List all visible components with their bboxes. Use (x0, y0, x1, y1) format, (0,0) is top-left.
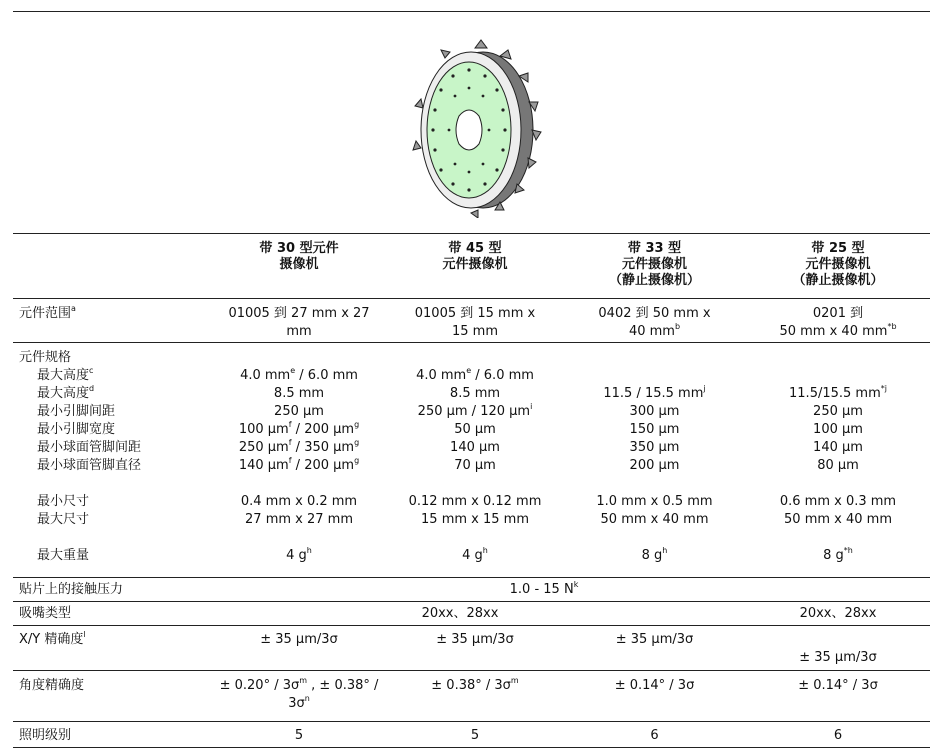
row-label: 元件范围$^a$ (13, 299, 211, 343)
cell: 0402 到 50 mm x 40 $mm^b$ (563, 299, 746, 343)
cell: 11.5 / 15.5 $mm^j$ 300 µm 150 µm 350 µm 200 µm 1.0 mm x 0.5 mm 50 mm x 40 mm 8 $g^h$ (563, 343, 746, 578)
table-row-xy-accuracy (13, 626, 930, 671)
spec-table (13, 233, 930, 748)
row-label: X/Y 精确度$^l$ (13, 626, 211, 671)
placement-head-illustration (405, 38, 545, 218)
header-row (13, 234, 930, 299)
cell: 0201 到 50 mm x 40 $mm^{*b}$ (746, 299, 930, 343)
table-row-nozzle-type (13, 602, 930, 626)
cell-merged: 1.0 - 15 $N^k$ (211, 578, 930, 602)
table-row-component-range (13, 299, 930, 343)
table-row-angle-accuracy (13, 671, 930, 722)
cell: ± 35 µm/3σ (746, 626, 930, 671)
cell: 01005 到 27 mm x 27 mm (211, 299, 387, 343)
top-rule (13, 11, 930, 12)
cell: 5 (387, 722, 563, 748)
cell: 20xx、28xx (746, 602, 930, 626)
cell: ± $0.38^\circ / 3\sigma^m$ (387, 671, 563, 722)
cell: 5 (211, 722, 387, 748)
column-header-33: 带 33 型 元件摄像机 （静止摄像机） (563, 234, 746, 299)
cell: ± $0.20^\circ / 3\sigma^m$ , ± 0.38° / $3\sigma^n$ (211, 671, 387, 722)
cell: 11.5/15.5 $mm^{*j}$ 250 µm 100 µm 140 µm 80 µm 0.6 mm x 0.3 mm 50 mm x 40 mm 8 $g^{*h}$ (746, 343, 930, 578)
table-row-component-spec (13, 343, 930, 578)
cell: ± 0.14° / 3σ (563, 671, 746, 722)
column-header-30: 带 30 型元件 摄像机 (211, 234, 387, 299)
cell: ± 35 µm/3σ (563, 626, 746, 671)
cell-merged: 20xx、28xx (211, 602, 563, 626)
header-empty (13, 234, 211, 299)
row-label: 角度精确度 (13, 671, 211, 722)
row-label: 贴片上的接触压力 (13, 578, 211, 602)
table-row-contact-force (13, 578, 930, 602)
cell: ± 35 µm/3σ (211, 626, 387, 671)
cell (563, 602, 746, 626)
cell: 01005 到 15 mm x 15 mm (387, 299, 563, 343)
column-header-25: 带 25 型 元件摄像机 （静止摄像机） (746, 234, 930, 299)
cell: 6 (746, 722, 930, 748)
row-label: 照明级别 (13, 722, 211, 748)
row-label: 元件规格 最大高度$^c$ 最大高度$^d$ 最小引脚间距 最小引脚宽度 最小球面管脚间距 最小球面管脚直径 最小尺寸 最大尺寸 最大重量 (13, 343, 211, 578)
column-header-45: 带 45 型 元件摄像机 (387, 234, 563, 299)
cell: 4.0 $mm^e / 6.0$ mm 8.5 mm 250 µm / 120 µm$^i$ 50 µm 140 µm 70 µm 0.12 mm x 0.12 mm 15 mm x 15 mm 4 $g^h$ (387, 343, 563, 578)
row-label: 吸嘴类型 (13, 602, 211, 626)
cell: ± 0.14° / 3σ (746, 671, 930, 722)
cell: 4.0 $mm^e / 6.0$ mm 8.5 mm 250 µm 100 µm$^f$ / 200 µm$^g$ 250 µm$^f$ / 350 µm$^g$ 140 µm$^f$ / 200 µm$^g$ 0.4 mm x 0.2 mm 27 mm x 27 mm 4 $g^h$ (211, 343, 387, 578)
cell: ± 35 µm/3σ (387, 626, 563, 671)
cell: 6 (563, 722, 746, 748)
